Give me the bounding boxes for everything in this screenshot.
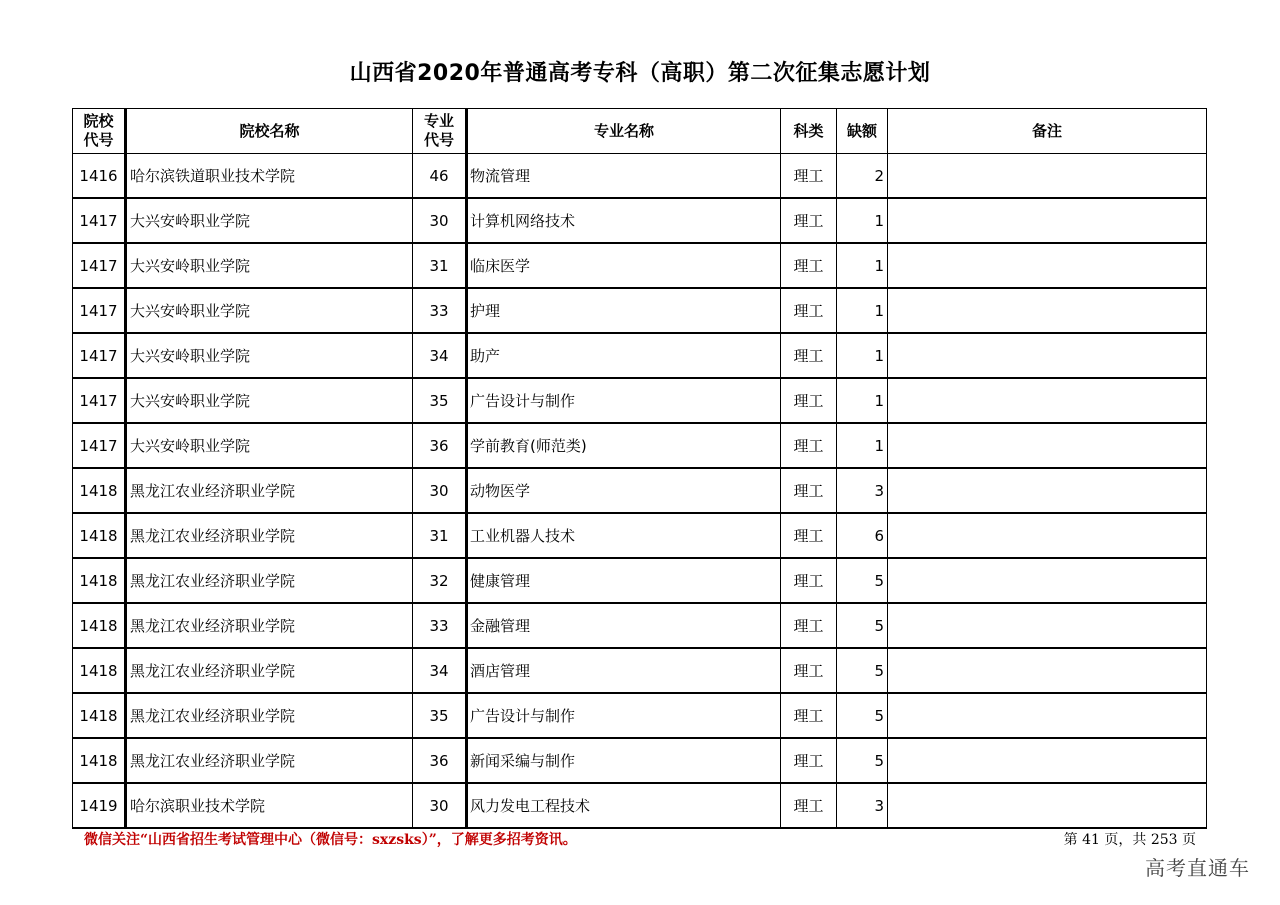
table-row xyxy=(73,738,1207,783)
table-row xyxy=(73,154,1207,199)
cell-quota: 3 xyxy=(837,468,888,513)
cell-note xyxy=(888,558,1207,603)
cell-quota: 1 xyxy=(837,288,888,333)
cell-major-code: 32 xyxy=(413,558,467,603)
table-row xyxy=(73,198,1207,243)
cell-category: 理工 xyxy=(781,333,837,378)
footer-wechat-note: 微信关注“山西省招生考试管理中心（微信号：sxzsks）”，了解更多招考资讯。 xyxy=(84,832,577,848)
cell-major-code: 31 xyxy=(413,513,467,558)
table-row xyxy=(73,648,1207,693)
table-row xyxy=(73,558,1207,603)
cell-school-code: 1418 xyxy=(73,738,126,783)
cell-major-code: 31 xyxy=(413,243,467,288)
table-row xyxy=(73,333,1207,378)
cell-major-name: 金融管理 xyxy=(467,603,781,648)
cell-major-name: 风力发电工程技术 xyxy=(467,783,781,828)
cell-quota: 2 xyxy=(837,154,888,199)
cell-note xyxy=(888,154,1207,199)
cell-note xyxy=(888,243,1207,288)
cell-school-name: 大兴安岭职业学院 xyxy=(126,423,413,468)
cell-note xyxy=(888,738,1207,783)
cell-school-name: 哈尔滨职业技术学院 xyxy=(126,783,413,828)
enrollment-plan-table xyxy=(72,108,1207,829)
cell-category: 理工 xyxy=(781,693,837,738)
cell-school-code: 1417 xyxy=(73,378,126,423)
table-row xyxy=(73,513,1207,558)
cell-school-name: 大兴安岭职业学院 xyxy=(126,333,413,378)
cell-major-code: 36 xyxy=(413,423,467,468)
cell-school-name: 大兴安岭职业学院 xyxy=(126,198,413,243)
cell-quota: 5 xyxy=(837,558,888,603)
page-title: 山西省2020年普通高考专科（高职）第二次征集志愿计划 xyxy=(349,61,931,86)
page-number: 第 41 页，共 253 页 xyxy=(1063,832,1196,848)
header-quota: 缺额 xyxy=(837,109,888,154)
cell-school-code: 1417 xyxy=(73,243,126,288)
cell-major-name: 助产 xyxy=(467,333,781,378)
cell-major-code: 34 xyxy=(413,648,467,693)
header-major-name: 专业名称 xyxy=(467,109,781,154)
header-school-name: 院校名称 xyxy=(126,109,413,154)
cell-major-code: 36 xyxy=(413,738,467,783)
cell-note xyxy=(888,423,1207,468)
cell-quota: 3 xyxy=(837,783,888,828)
header-major-code: 专业 代号 xyxy=(413,109,467,154)
watermark-text: 高考直通车 xyxy=(1145,856,1250,880)
cell-major-name: 临床医学 xyxy=(467,243,781,288)
cell-category: 理工 xyxy=(781,783,837,828)
cell-school-code: 1418 xyxy=(73,648,126,693)
cell-category: 理工 xyxy=(781,378,837,423)
cell-note xyxy=(888,378,1207,423)
cell-quota: 1 xyxy=(837,243,888,288)
cell-note xyxy=(888,198,1207,243)
header-category: 科类 xyxy=(781,109,837,154)
cell-major-code: 33 xyxy=(413,288,467,333)
cell-school-name: 大兴安岭职业学院 xyxy=(126,288,413,333)
cell-major-name: 护理 xyxy=(467,288,781,333)
cell-major-name: 广告设计与制作 xyxy=(467,378,781,423)
table-row xyxy=(73,693,1207,738)
cell-quota: 5 xyxy=(837,693,888,738)
cell-quota: 6 xyxy=(837,513,888,558)
cell-quota: 1 xyxy=(837,333,888,378)
cell-quota: 5 xyxy=(837,648,888,693)
cell-school-code: 1417 xyxy=(73,333,126,378)
cell-category: 理工 xyxy=(781,243,837,288)
cell-school-name: 黑龙江农业经济职业学院 xyxy=(126,513,413,558)
table-row xyxy=(73,243,1207,288)
cell-major-code: 35 xyxy=(413,378,467,423)
cell-school-code: 1418 xyxy=(73,558,126,603)
cell-note xyxy=(888,693,1207,738)
cell-quota: 1 xyxy=(837,198,888,243)
cell-school-code: 1416 xyxy=(73,154,126,199)
cell-school-name: 大兴安岭职业学院 xyxy=(126,243,413,288)
table-row xyxy=(73,423,1207,468)
cell-major-name: 物流管理 xyxy=(467,154,781,199)
cell-major-code: 34 xyxy=(413,333,467,378)
cell-major-name: 广告设计与制作 xyxy=(467,693,781,738)
cell-quota: 5 xyxy=(837,603,888,648)
cell-major-code: 33 xyxy=(413,603,467,648)
cell-note xyxy=(888,783,1207,828)
cell-school-name: 大兴安岭职业学院 xyxy=(126,378,413,423)
cell-note xyxy=(888,603,1207,648)
cell-quota: 1 xyxy=(837,423,888,468)
cell-major-code: 30 xyxy=(413,198,467,243)
cell-school-code: 1417 xyxy=(73,198,126,243)
cell-major-name: 学前教育(师范类) xyxy=(467,423,781,468)
cell-category: 理工 xyxy=(781,154,837,199)
cell-category: 理工 xyxy=(781,603,837,648)
header-note: 备注 xyxy=(888,109,1207,154)
cell-note xyxy=(888,288,1207,333)
cell-category: 理工 xyxy=(781,288,837,333)
cell-category: 理工 xyxy=(781,423,837,468)
cell-school-code: 1418 xyxy=(73,693,126,738)
header-school-code: 院校 代号 xyxy=(73,109,126,154)
cell-quota: 5 xyxy=(837,738,888,783)
cell-major-code: 35 xyxy=(413,693,467,738)
cell-note xyxy=(888,513,1207,558)
cell-major-name: 动物医学 xyxy=(467,468,781,513)
cell-school-name: 哈尔滨铁道职业技术学院 xyxy=(126,154,413,199)
cell-major-name: 健康管理 xyxy=(467,558,781,603)
table-row xyxy=(73,603,1207,648)
cell-school-name: 黑龙江农业经济职业学院 xyxy=(126,648,413,693)
cell-major-code: 46 xyxy=(413,154,467,199)
cell-school-name: 黑龙江农业经济职业学院 xyxy=(126,558,413,603)
cell-school-name: 黑龙江农业经济职业学院 xyxy=(126,468,413,513)
cell-category: 理工 xyxy=(781,468,837,513)
cell-category: 理工 xyxy=(781,513,837,558)
cell-major-name: 新闻采编与制作 xyxy=(467,738,781,783)
cell-category: 理工 xyxy=(781,738,837,783)
table-row xyxy=(73,378,1207,423)
table-row xyxy=(73,783,1207,828)
table-header-row xyxy=(73,109,1207,154)
cell-category: 理工 xyxy=(781,558,837,603)
cell-school-code: 1417 xyxy=(73,423,126,468)
cell-school-code: 1417 xyxy=(73,288,126,333)
cell-major-code: 30 xyxy=(413,783,467,828)
cell-school-code: 1419 xyxy=(73,783,126,828)
cell-note xyxy=(888,648,1207,693)
cell-note xyxy=(888,333,1207,378)
cell-school-code: 1418 xyxy=(73,603,126,648)
cell-quota: 1 xyxy=(837,378,888,423)
cell-note xyxy=(888,468,1207,513)
cell-school-code: 1418 xyxy=(73,468,126,513)
cell-major-name: 工业机器人技术 xyxy=(467,513,781,558)
table-row xyxy=(73,468,1207,513)
cell-major-name: 计算机网络技术 xyxy=(467,198,781,243)
cell-major-code: 30 xyxy=(413,468,467,513)
cell-school-code: 1418 xyxy=(73,513,126,558)
cell-school-name: 黑龙江农业经济职业学院 xyxy=(126,603,413,648)
cell-category: 理工 xyxy=(781,648,837,693)
table-row xyxy=(73,288,1207,333)
cell-category: 理工 xyxy=(781,198,837,243)
cell-school-name: 黑龙江农业经济职业学院 xyxy=(126,738,413,783)
cell-school-name: 黑龙江农业经济职业学院 xyxy=(126,693,413,738)
cell-major-name: 酒店管理 xyxy=(467,648,781,693)
